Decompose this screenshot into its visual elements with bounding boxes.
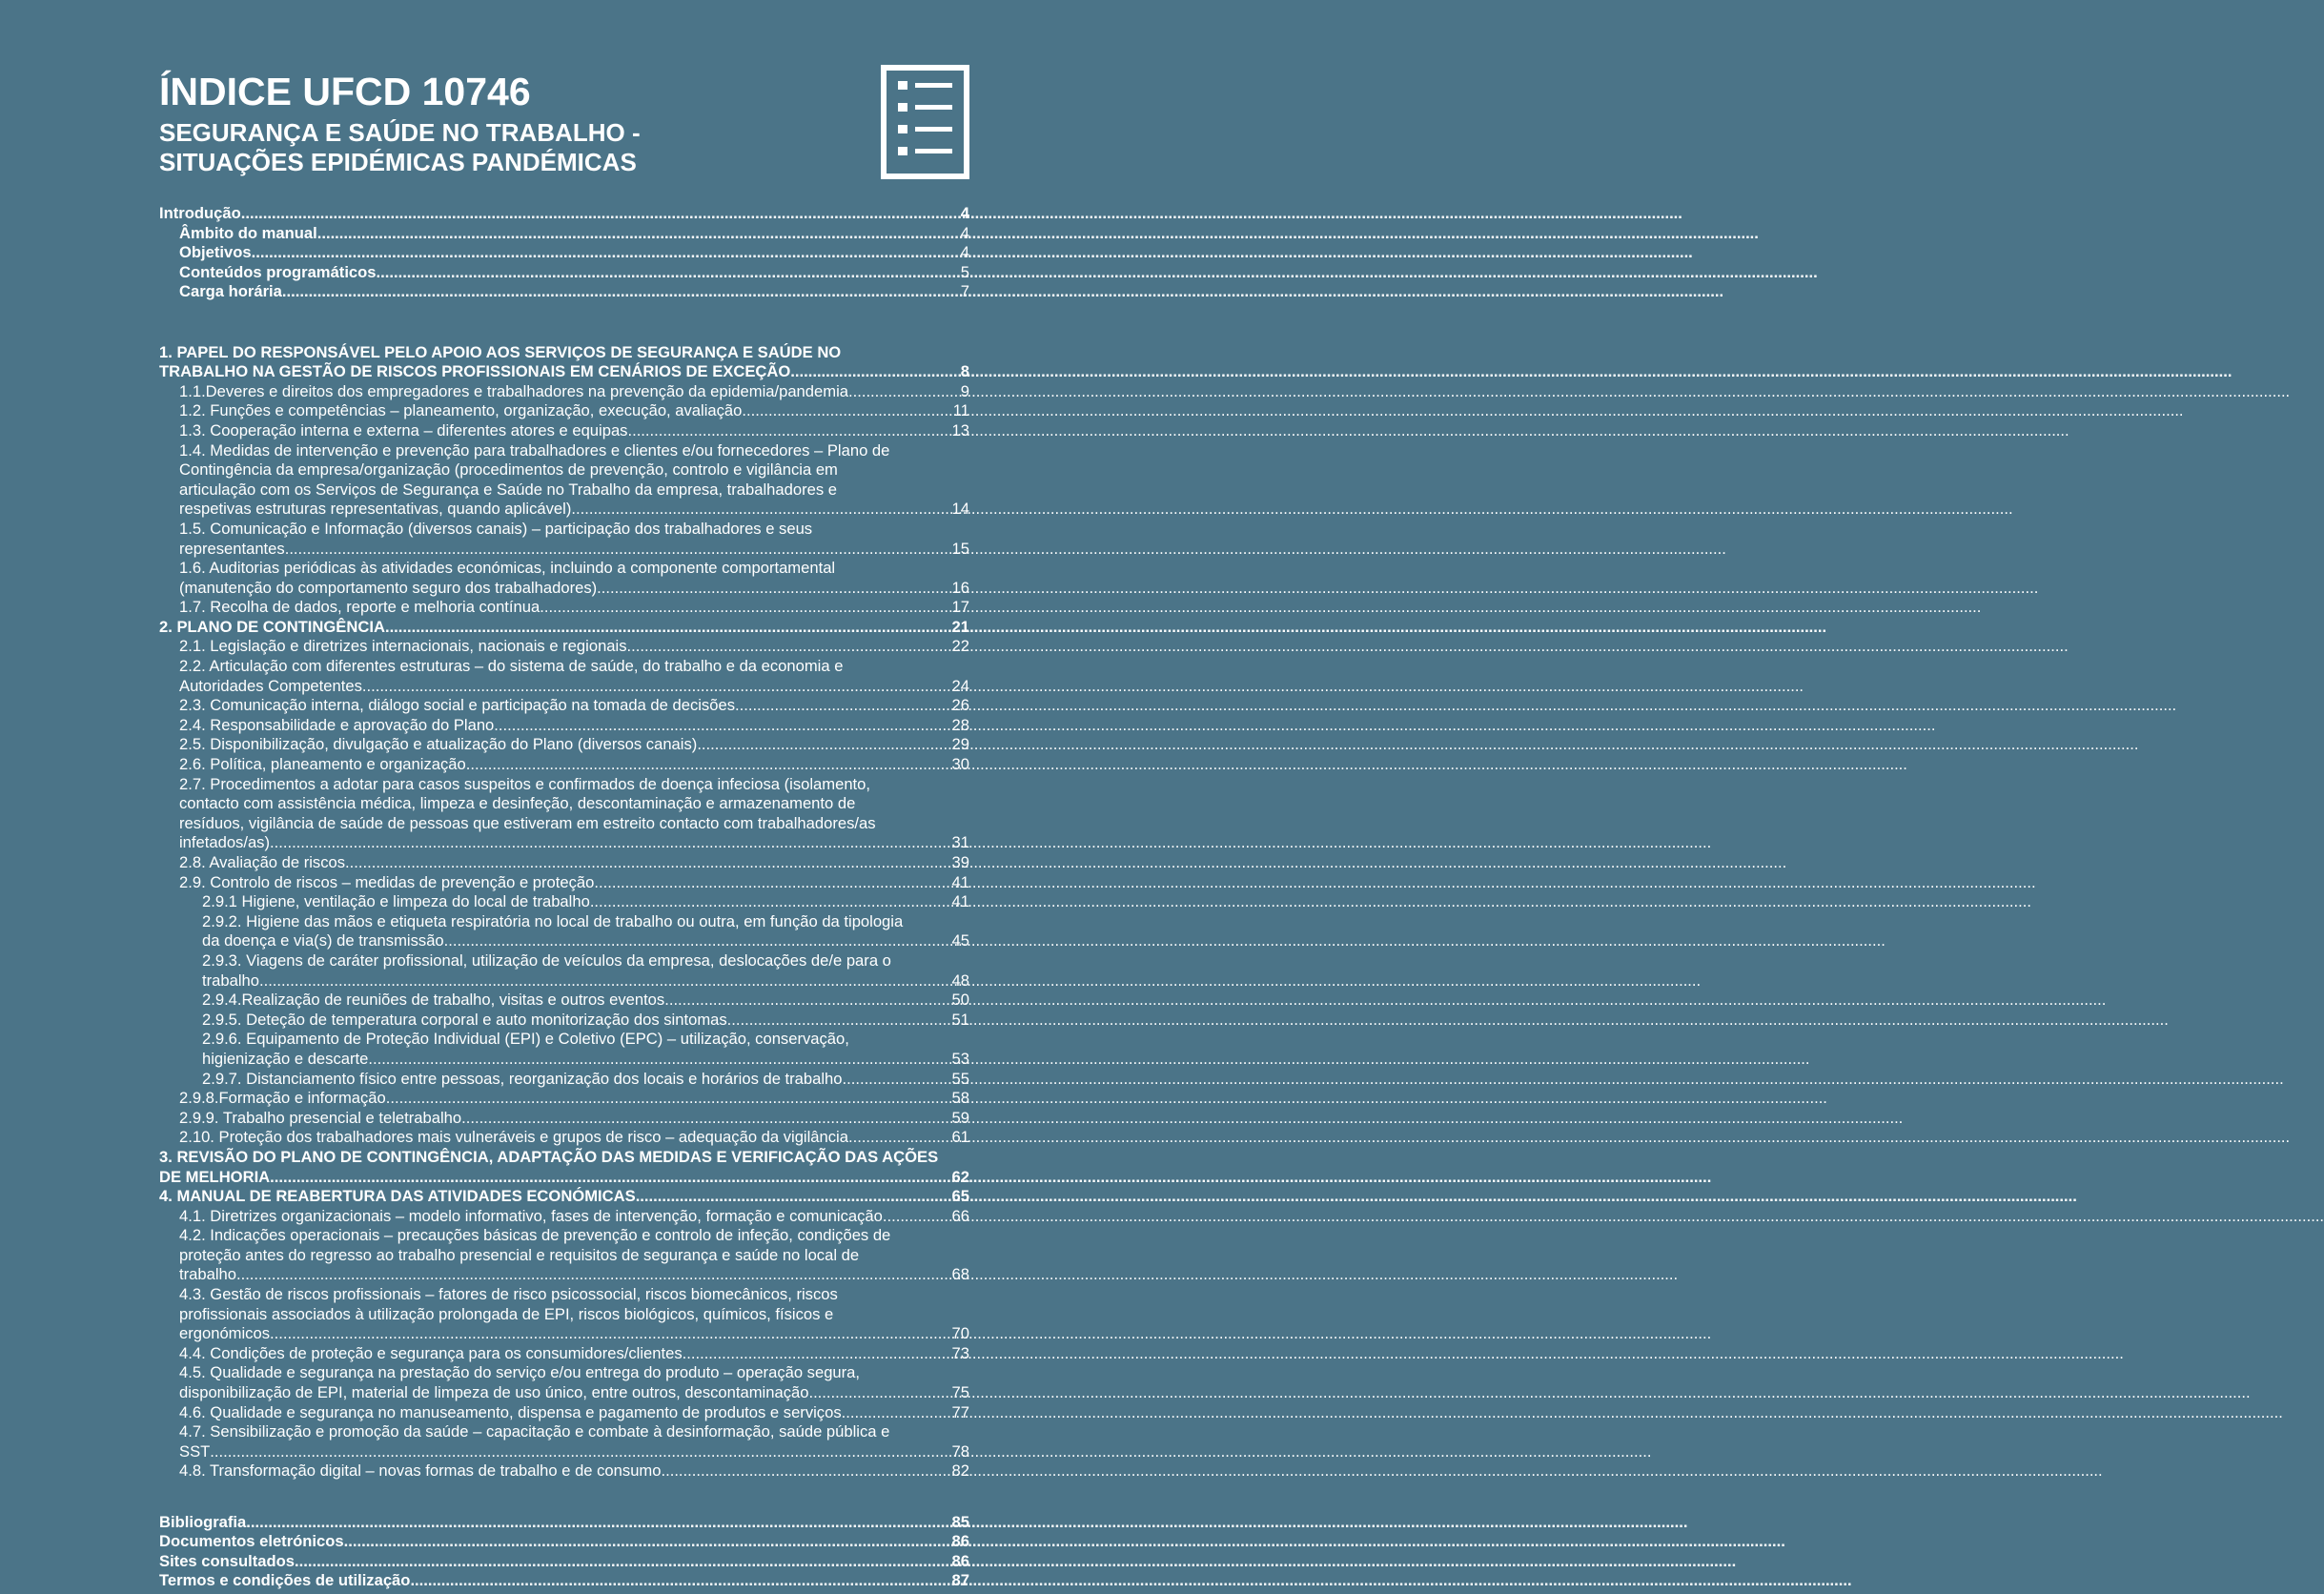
toc-page: 62 bbox=[951, 1167, 969, 1186]
toc-entry-2-9-7[interactable]: 2.9.7. Distanciamento físico entre pessoas, reorganização dos locais e horários de trabalho ..... 55 bbox=[159, 1070, 969, 1090]
toc-entry-section-2[interactable]: 2. PLANO DE CONTINGÊNCIA ..... 21 bbox=[159, 618, 969, 638]
toc-line: 1.6. Auditorias periódicas às atividades económicas, incluindo a componente comportamental bbox=[179, 559, 836, 578]
toc-line: ergonómicos bbox=[179, 1324, 271, 1343]
toc-page: 75 bbox=[951, 1383, 969, 1402]
toc-line: DE MELHORIA bbox=[159, 1167, 271, 1186]
toc-entry-4-7[interactable] bbox=[159, 1422, 969, 1461]
toc-line: respetivas estruturas representativas, quando aplicável) bbox=[179, 500, 572, 519]
toc-page: 24 bbox=[951, 676, 969, 695]
toc-entry-1-3[interactable]: 1.3. Cooperação interna e externa – diferentes atores e equipas ..... 13 bbox=[159, 421, 969, 441]
toc-entry-2-9-6[interactable] bbox=[159, 1030, 969, 1069]
page-subtitle bbox=[159, 118, 641, 177]
toc-entry-ambito[interactable]: Âmbito do manual ..... 4 bbox=[159, 224, 969, 244]
toc-line: proteção antes do regresso ao trabalho presencial e requisitos de segurança e saúde no local de bbox=[179, 1245, 860, 1264]
toc-entry-2-9-1[interactable]: 2.9.1 Higiene, ventilação e limpeza do local de trabalho ..... 41 bbox=[159, 892, 969, 912]
toc-line: TRABALHO NA GESTÃO DE RISCOS PROFISSIONAIS EM CENÁRIOS DE EXCEÇÃO bbox=[159, 362, 791, 381]
toc-line: 4.5. Qualidade e segurança na prestação do serviço e/ou entrega do produto – operação segura, bbox=[179, 1363, 861, 1382]
toc-entry-4-6[interactable]: 4.6. Qualidade e segurança no manuseamento, dispensa e pagamento de produtos e serviços ..... 77 bbox=[159, 1403, 969, 1423]
toc-page: 31 bbox=[951, 833, 969, 852]
toc-entry-1-1[interactable]: 1.1.Deveres e direitos dos empregadores e trabalhadores na prevenção da epidemia/pandemia ..... 9 bbox=[159, 382, 969, 402]
subtitle-line: SITUAÇÕES EPIDÉMICAS PANDÉMICAS bbox=[159, 148, 637, 176]
toc-entry-4-4[interactable]: 4.4. Condições de proteção e segurança para os consumidores/clientes ..... 73 bbox=[159, 1344, 969, 1364]
toc-line: 1.4. Medidas de intervenção e prevenção para trabalhadores e clientes e/ou fornecedores – Plano de bbox=[179, 440, 890, 460]
toc-page: 68 bbox=[951, 1265, 969, 1284]
toc-line: trabalho bbox=[202, 971, 259, 990]
toc-entry-sites[interactable]: Sites consultados ..... 86 bbox=[159, 1552, 969, 1572]
toc-page: 48 bbox=[951, 971, 969, 990]
page-title: ÍNDICE UFCD 10746 bbox=[159, 70, 531, 113]
toc-entry-2-3[interactable]: 2.3. Comunicação interna, diálogo social e participação na tomada de decisões ..... 26 bbox=[159, 696, 969, 716]
toc-entry-1-5[interactable] bbox=[159, 520, 969, 559]
toc-entry-section-3[interactable] bbox=[159, 1148, 969, 1187]
toc-entry-1-6[interactable] bbox=[159, 559, 969, 598]
toc-entry-introducao[interactable]: Introdução ..... 4 bbox=[159, 204, 969, 224]
toc-line: profissionais associados à utilização prolongada de EPI, riscos biológicos, químicos, físicos e bbox=[179, 1304, 834, 1323]
toc-entry-4-5[interactable] bbox=[159, 1363, 969, 1402]
list-icon bbox=[881, 65, 969, 179]
toc-line: SST bbox=[179, 1441, 211, 1461]
toc-line: infetados/as) bbox=[179, 833, 271, 852]
toc-entry-2-9-3[interactable] bbox=[159, 951, 969, 991]
toc-page: 70 bbox=[951, 1324, 969, 1343]
toc-entry-section-1[interactable] bbox=[159, 343, 969, 382]
toc-page: 16 bbox=[951, 578, 969, 597]
toc-line: representantes bbox=[179, 539, 285, 558]
toc-line: 2.9.3. Viagens de caráter profissional, utilização de veículos da empresa, deslocações de/e para o bbox=[202, 950, 891, 970]
toc-page: 78 bbox=[951, 1441, 969, 1461]
toc-line: Contingência da empresa/organização (procedimentos de prevenção, controlo e vigilância em bbox=[179, 460, 838, 480]
toc-page: 14 bbox=[951, 500, 969, 519]
toc-entry-conteudos[interactable]: Conteúdos programáticos ..... 5 bbox=[159, 263, 969, 283]
toc-entry-2-9-5[interactable]: 2.9.5. Deteção de temperatura corporal e auto monitorização dos sintomas ..... 51 bbox=[159, 1011, 969, 1031]
toc-line: 2.7. Procedimentos a adotar para casos suspeitos e confirmados de doença infeciosa (isolamento, bbox=[179, 774, 871, 793]
subtitle-line: SEGURANÇA E SAÚDE NO TRABALHO - bbox=[159, 118, 641, 147]
toc-entry-4-2[interactable] bbox=[159, 1226, 969, 1285]
toc-line: 3. REVISÃO DO PLANO DE CONTINGÊNCIA, ADAPTAÇÃO DAS MEDIDAS E VERIFICAÇÃO DAS AÇÕES bbox=[159, 1147, 939, 1166]
toc-line: Autoridades Competentes bbox=[179, 676, 362, 695]
toc-entry-4-3[interactable] bbox=[159, 1285, 969, 1344]
toc-entry-objetivos[interactable]: Objetivos ..... 4 bbox=[159, 243, 969, 263]
toc-line: higienização e descarte bbox=[202, 1049, 369, 1068]
toc-entry-termos[interactable]: Termos e condições de utilização ..... 87 bbox=[159, 1571, 969, 1591]
toc-entry-4-8[interactable]: 4.8. Transformação digital – novas formas de trabalho e de consumo ..... 82 bbox=[159, 1461, 969, 1482]
toc-entry-1-2[interactable]: 1.2. Funções e competências – planeamento, organização, execução, avaliação ..... 11 bbox=[159, 401, 969, 421]
toc-line: articulação com os Serviços de Segurança e Saúde no Trabalho da empresa, trabalhadores e bbox=[179, 480, 837, 499]
toc-line: 2.9.6. Equipamento de Proteção Individual (EPI) e Coletivo (EPC) – utilização, conservação, bbox=[202, 1030, 849, 1049]
toc-entry-2-9-8[interactable]: 2.9.8.Formação e informação ..... 58 bbox=[159, 1089, 969, 1109]
toc-entry-carga-horaria[interactable]: Carga horária ..... 7 bbox=[159, 282, 969, 302]
toc-entry-1-4[interactable] bbox=[159, 441, 969, 520]
toc-entry-2-9-9[interactable]: 2.9.9. Trabalho presencial e teletrabalho ..... 59 bbox=[159, 1109, 969, 1129]
toc-entry-4-1[interactable]: 4.1. Diretrizes organizacionais – modelo informativo, fases de intervenção, formação e comunicação ..... 66 bbox=[159, 1207, 969, 1227]
toc-line: 2.2. Articulação com diferentes estruturas – do sistema de saúde, do trabalho e da economia e bbox=[179, 657, 844, 676]
toc-entry-2-9-2[interactable] bbox=[159, 912, 969, 951]
toc-entry-2-7[interactable] bbox=[159, 775, 969, 853]
toc-line: 4.7. Sensibilização e promoção da saúde – capacitação e combate à desinformação, saúde pública e bbox=[179, 1422, 890, 1441]
toc-page: 15 bbox=[951, 539, 969, 558]
table-of-contents bbox=[159, 204, 969, 1591]
toc-entry-2-9[interactable]: 2.9. Controlo de riscos – medidas de prevenção e proteção ..... 41 bbox=[159, 873, 969, 893]
toc-entry-section-4[interactable]: 4. MANUAL DE REABERTURA DAS ATIVIDADES ECONÓMICAS ..... 65 bbox=[159, 1187, 969, 1207]
toc-line: 4.3. Gestão de riscos profissionais – fatores de risco psicossocial, riscos biomecânicos, riscos bbox=[179, 1285, 838, 1304]
toc-entry-2-6[interactable]: 2.6. Política, planeamento e organização ..... 30 bbox=[159, 755, 969, 775]
toc-line: (manutenção do comportamento seguro dos trabalhadores) bbox=[179, 578, 598, 597]
toc-entry-2-9-4[interactable]: 2.9.4.Realização de reuniões de trabalho, visitas e outros eventos ..... 50 bbox=[159, 991, 969, 1011]
toc-line: 1.5. Comunicação e Informação (diversos canais) – participação dos trabalhadores e seus bbox=[179, 519, 813, 538]
toc-page: 8 bbox=[960, 362, 969, 381]
toc-entry-2-4[interactable]: 2.4. Responsabilidade e aprovação do Plano ..... 28 bbox=[159, 716, 969, 736]
toc-line: 1. PAPEL DO RESPONSÁVEL PELO APOIO AOS SERVIÇOS DE SEGURANÇA E SAÚDE NO bbox=[159, 342, 842, 361]
toc-entry-2-8[interactable]: 2.8. Avaliação de riscos ..... 39 bbox=[159, 853, 969, 873]
toc-page: 45 bbox=[951, 931, 969, 950]
toc-entry-2-5[interactable]: 2.5. Disponibilização, divulgação e atualização do Plano (diversos canais) ..... 29 bbox=[159, 735, 969, 755]
toc-line: disponibilização de EPI, material de limpeza de uso único, entre outros, descontaminação bbox=[179, 1383, 809, 1402]
toc-line: 2.9.2. Higiene das mãos e etiqueta respiratória no local de trabalho ou outra, em função da tipologia bbox=[202, 911, 904, 930]
toc-entry-1-7[interactable]: 1.7. Recolha de dados, reporte e melhoria contínua ..... 17 bbox=[159, 598, 969, 618]
toc-entry-2-10[interactable]: 2.10. Proteção dos trabalhadores mais vulneráveis e grupos de risco – adequação da vigilância ..... 61 bbox=[159, 1128, 969, 1148]
toc-line: 4.2. Indicações operacionais – precauções básicas de prevenção e controlo de infeção, condições de bbox=[179, 1226, 891, 1245]
toc-entry-2-1[interactable]: 2.1. Legislação e diretrizes internacionais, nacionais e regionais ..... 22 bbox=[159, 637, 969, 657]
toc-page: 53 bbox=[951, 1049, 969, 1068]
toc-entry-documentos[interactable]: Documentos eletrónicos ..... 86 bbox=[159, 1532, 969, 1552]
toc-line: resíduos, vigilância de saúde de pessoas que estiveram em estreito contacto com trabalhadores/as bbox=[179, 813, 876, 832]
toc-entry-bibliografia[interactable]: Bibliografia ..... 85 bbox=[159, 1513, 969, 1533]
toc-line: contacto com assistência médica, limpeza e desinfeção, descontaminação e armazenamento de bbox=[179, 794, 856, 813]
toc-line: trabalho bbox=[179, 1265, 236, 1284]
toc-entry-2-2[interactable] bbox=[159, 657, 969, 696]
toc-line: da doença e via(s) de transmissão bbox=[202, 931, 444, 950]
